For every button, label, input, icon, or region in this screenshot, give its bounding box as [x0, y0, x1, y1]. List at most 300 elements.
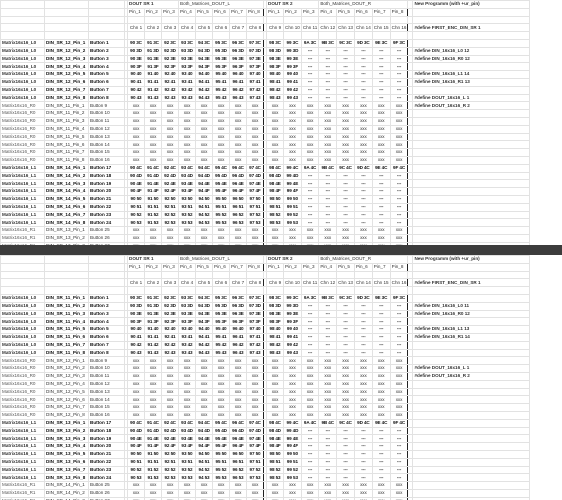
channel-header[interactable]: Chn 10 — [284, 279, 302, 287]
midi-value-cell[interactable]: xxx — [196, 234, 213, 242]
midi-value-cell[interactable]: --- — [354, 443, 372, 451]
cell[interactable] — [267, 32, 284, 40]
midi-value-cell[interactable]: 99 4F — [284, 443, 302, 451]
din-pin-cell[interactable]: DIN_SR_11_Pin_8 — [45, 156, 89, 164]
midi-value-cell[interactable]: xxx — [162, 489, 179, 497]
midi-value-cell[interactable]: --- — [390, 78, 408, 86]
din-pin-cell[interactable]: DIN_SR_14_Pin_1 — [45, 482, 89, 490]
midi-value-cell[interactable]: --- — [390, 195, 408, 203]
midi-value-cell[interactable]: xxx — [372, 482, 390, 490]
midi-value-cell[interactable]: xxx — [301, 141, 318, 149]
midi-value-cell[interactable]: xxx — [247, 404, 264, 412]
midi-value-cell[interactable]: xxx — [162, 102, 179, 110]
midi-value-cell[interactable]: --- — [301, 47, 318, 55]
midi-value-cell[interactable]: 94 4D — [196, 172, 213, 180]
button-label-cell[interactable]: Button 23 — [89, 211, 125, 219]
cell[interactable] — [89, 287, 125, 295]
both-matrices-dout-l-header[interactable]: Both_Matrices_DOUT_L — [179, 256, 264, 264]
cell[interactable] — [301, 16, 318, 24]
matrix-label-cell[interactable]: Matrix16x16_L0 — [1, 302, 45, 310]
define-note-cell[interactable] — [413, 341, 530, 349]
channel-header[interactable]: Chn 5 — [196, 279, 213, 287]
midi-value-cell[interactable]: xxx — [319, 117, 337, 125]
define-note-cell[interactable]: #define DIN_16x16_R1 13 — [413, 78, 530, 86]
cell[interactable] — [319, 32, 337, 40]
midi-value-cell[interactable]: xxx — [319, 102, 337, 110]
midi-value-cell[interactable]: xxx — [319, 482, 337, 490]
midi-value-cell[interactable]: 95 3C — [213, 294, 230, 302]
midi-value-cell[interactable]: --- — [337, 458, 355, 466]
midi-value-cell[interactable]: 90 53 — [128, 219, 145, 227]
cell[interactable] — [413, 16, 530, 24]
matrix-label-cell[interactable]: Matrix16x16_R0 — [1, 125, 45, 133]
midi-value-cell[interactable]: 92 51 — [162, 203, 179, 211]
midi-value-cell[interactable]: xxx — [128, 133, 145, 141]
pin-header[interactable]: Pin_7 — [230, 263, 247, 271]
midi-value-cell[interactable]: 98 41 — [267, 333, 284, 341]
din-pin-cell[interactable]: DIN_SR_12_Pin_8 — [45, 411, 89, 419]
midi-value-cell[interactable]: xxx — [267, 125, 284, 133]
midi-value-cell[interactable]: xxx — [230, 411, 247, 419]
matrix-label-cell[interactable]: Matrix16x16_L0 — [1, 78, 45, 86]
midi-value-cell[interactable]: 90 4C — [128, 419, 145, 427]
midi-value-cell[interactable]: 99 51 — [284, 203, 302, 211]
midi-value-cell[interactable]: xxx — [284, 149, 302, 157]
midi-value-cell[interactable]: 95 41 — [213, 333, 230, 341]
cell[interactable] — [128, 287, 145, 295]
midi-value-cell[interactable]: xxx — [145, 404, 162, 412]
channel-header[interactable]: Chn 2 — [145, 24, 162, 32]
midi-value-cell[interactable]: 95 4E — [213, 435, 230, 443]
midi-value-cell[interactable]: xxx — [145, 357, 162, 365]
midi-value-cell[interactable]: xxx — [354, 388, 372, 396]
midi-value-cell[interactable]: --- — [354, 450, 372, 458]
matrix-label-cell[interactable]: Matrix16x16_R0 — [1, 411, 45, 419]
midi-value-cell[interactable]: xxx — [247, 149, 264, 157]
midi-value-cell[interactable]: xxx — [247, 110, 264, 118]
channel-header[interactable]: Chn 8 — [247, 24, 264, 32]
midi-value-cell[interactable]: xxx — [162, 156, 179, 164]
midi-value-cell[interactable]: 94 3F — [196, 63, 213, 71]
midi-value-cell[interactable]: xxx — [162, 110, 179, 118]
midi-value-cell[interactable]: xxx — [284, 365, 302, 373]
define-note-cell[interactable] — [413, 211, 530, 219]
pin-header[interactable]: Pin_5 — [196, 8, 213, 16]
midi-value-cell[interactable]: 97 51 — [247, 458, 264, 466]
cell[interactable] — [179, 287, 196, 295]
midi-value-cell[interactable]: 9B 4C — [319, 164, 337, 172]
midi-value-cell[interactable]: xxx — [196, 489, 213, 497]
midi-value-cell[interactable]: --- — [337, 86, 355, 94]
cell[interactable] — [89, 8, 125, 16]
cell[interactable] — [354, 271, 372, 279]
din-pin-cell[interactable]: DIN_SR_14_Pin_1 — [45, 164, 89, 172]
define-note-cell[interactable] — [413, 227, 530, 235]
channel-header[interactable]: Chn 3 — [162, 24, 179, 32]
midi-value-cell[interactable]: xxx — [372, 372, 390, 380]
define-note-cell[interactable]: #define DIN_16x16_R1 14 — [413, 333, 530, 341]
midi-value-cell[interactable]: xxx — [128, 110, 145, 118]
midi-value-cell[interactable]: xxx — [267, 156, 284, 164]
midi-value-cell[interactable]: xxx — [301, 388, 318, 396]
midi-value-cell[interactable]: 91 3E — [145, 55, 162, 63]
midi-value-cell[interactable]: xxx — [247, 380, 264, 388]
midi-value-cell[interactable]: --- — [337, 302, 355, 310]
pin-header[interactable]: Pin_7 — [372, 263, 390, 271]
cell[interactable] — [413, 287, 530, 295]
midi-value-cell[interactable]: xxx — [284, 133, 302, 141]
cell[interactable] — [89, 16, 125, 24]
midi-value-cell[interactable]: xxx — [128, 357, 145, 365]
midi-value-cell[interactable]: xxx — [267, 489, 284, 497]
midi-value-cell[interactable]: 91 51 — [145, 203, 162, 211]
midi-value-cell[interactable]: 99 3D — [284, 47, 302, 55]
channel-header[interactable]: Chn 11 — [301, 24, 318, 32]
cell[interactable] — [196, 271, 213, 279]
cell[interactable] — [301, 287, 318, 295]
midi-value-cell[interactable]: 9E 3C — [372, 39, 390, 47]
midi-value-cell[interactable]: 92 3C — [162, 39, 179, 47]
din-pin-cell[interactable]: DIN_SR_11_Pin_2 — [45, 302, 89, 310]
midi-value-cell[interactable]: 94 4E — [196, 435, 213, 443]
midi-value-cell[interactable]: xxx — [230, 117, 247, 125]
midi-value-cell[interactable]: xxx — [267, 482, 284, 490]
midi-value-cell[interactable]: xxx — [319, 365, 337, 373]
define-note-cell[interactable]: #define DOUT_16x16_L 1 — [413, 94, 530, 102]
button-label-cell[interactable]: Button 18 — [89, 172, 125, 180]
channel-header[interactable]: Chn 6 — [213, 24, 230, 32]
midi-value-cell[interactable]: xxx — [179, 380, 196, 388]
midi-value-cell[interactable]: 93 3F — [179, 318, 196, 326]
matrix-label-cell[interactable]: Matrix16x16_L1 — [1, 180, 45, 188]
midi-value-cell[interactable]: 97 3C — [247, 294, 264, 302]
midi-value-cell[interactable]: 99 51 — [284, 458, 302, 466]
midi-value-cell[interactable]: 9B 3C — [319, 39, 337, 47]
midi-value-cell[interactable]: 95 53 — [213, 219, 230, 227]
midi-value-cell[interactable]: --- — [354, 310, 372, 318]
midi-value-cell[interactable]: 96 4E — [230, 435, 247, 443]
midi-value-cell[interactable]: --- — [337, 188, 355, 196]
define-note-cell[interactable] — [413, 110, 530, 118]
midi-value-cell[interactable]: xxx — [145, 117, 162, 125]
midi-value-cell[interactable]: 98 3E — [267, 310, 284, 318]
midi-value-cell[interactable]: 91 53 — [145, 474, 162, 482]
midi-value-cell[interactable]: --- — [354, 211, 372, 219]
both-matrices-dout-l-header[interactable]: Both_Matrices_DOUT_L — [179, 1, 264, 9]
midi-value-cell[interactable]: 98 40 — [267, 71, 284, 79]
midi-value-cell[interactable]: 93 4C — [179, 164, 196, 172]
matrix-label-cell[interactable]: Matrix16x16_L0 — [1, 310, 45, 318]
midi-value-cell[interactable]: 92 43 — [162, 94, 179, 102]
midi-value-cell[interactable]: xxx — [390, 388, 408, 396]
pin-header[interactable]: Pin_2 — [284, 263, 302, 271]
midi-value-cell[interactable]: --- — [372, 341, 390, 349]
midi-value-cell[interactable]: 93 43 — [179, 94, 196, 102]
midi-value-cell[interactable]: --- — [319, 180, 337, 188]
midi-value-cell[interactable]: xxx — [247, 482, 264, 490]
midi-value-cell[interactable]: --- — [354, 458, 372, 466]
midi-value-cell[interactable]: 98 40 — [267, 326, 284, 334]
din-pin-cell[interactable]: DIN_SR_11_Pin_7 — [45, 149, 89, 157]
midi-value-cell[interactable]: 9A 3C — [301, 39, 318, 47]
midi-value-cell[interactable]: 9E 4C — [372, 164, 390, 172]
midi-value-cell[interactable]: 92 4C — [162, 419, 179, 427]
midi-value-cell[interactable]: 97 41 — [247, 78, 264, 86]
button-label-cell[interactable]: Button 22 — [89, 203, 125, 211]
midi-value-cell[interactable]: --- — [372, 86, 390, 94]
midi-value-cell[interactable]: xxx — [301, 396, 318, 404]
midi-value-cell[interactable]: 90 41 — [128, 333, 145, 341]
midi-value-cell[interactable]: 99 42 — [284, 341, 302, 349]
din-pin-cell[interactable]: DIN_SR_12_Pin_3 — [45, 372, 89, 380]
midi-value-cell[interactable]: 91 3C — [145, 294, 162, 302]
midi-value-cell[interactable]: 90 53 — [128, 474, 145, 482]
button-label-cell[interactable]: Button 17 — [89, 164, 125, 172]
channel-header[interactable]: Chn 7 — [230, 24, 247, 32]
midi-value-cell[interactable]: 97 3E — [247, 55, 264, 63]
cell[interactable] — [390, 32, 408, 40]
midi-value-cell[interactable]: 9A 3C — [301, 294, 318, 302]
button-label-cell[interactable]: Button 14 — [89, 141, 125, 149]
midi-value-cell[interactable]: xxx — [337, 404, 355, 412]
midi-value-cell[interactable]: 99 3E — [284, 310, 302, 318]
midi-value-cell[interactable]: 95 43 — [213, 349, 230, 357]
define-note-cell[interactable]: #define DOUT_16x16_R 2 — [413, 372, 530, 380]
midi-value-cell[interactable]: 97 3D — [247, 47, 264, 55]
midi-value-cell[interactable]: 95 3E — [213, 310, 230, 318]
channel-header[interactable]: Chn 11 — [301, 279, 318, 287]
midi-value-cell[interactable]: xxx — [301, 482, 318, 490]
cell[interactable] — [213, 287, 230, 295]
midi-value-cell[interactable]: 99 3F — [284, 63, 302, 71]
midi-value-cell[interactable]: 9F 4C — [390, 164, 408, 172]
channel-header[interactable]: Chn 16 — [390, 24, 408, 32]
midi-value-cell[interactable]: --- — [354, 326, 372, 334]
midi-value-cell[interactable]: xxx — [354, 133, 372, 141]
button-label-cell[interactable]: Button 1 — [89, 39, 125, 47]
midi-value-cell[interactable]: 90 40 — [128, 71, 145, 79]
midi-value-cell[interactable]: --- — [319, 458, 337, 466]
midi-value-cell[interactable]: 93 3D — [179, 47, 196, 55]
din-pin-cell[interactable]: DIN_SR_12_Pin_4 — [45, 380, 89, 388]
midi-value-cell[interactable]: 91 3E — [145, 310, 162, 318]
midi-value-cell[interactable]: xxx — [128, 372, 145, 380]
pin-header[interactable]: Pin_5 — [337, 8, 355, 16]
channel-header[interactable]: Chn 1 — [128, 279, 145, 287]
midi-value-cell[interactable]: 96 4C — [230, 419, 247, 427]
midi-value-cell[interactable]: --- — [354, 333, 372, 341]
midi-value-cell[interactable]: --- — [390, 47, 408, 55]
midi-value-cell[interactable]: xxx — [213, 388, 230, 396]
cell[interactable] — [372, 16, 390, 24]
cell[interactable] — [413, 271, 530, 279]
midi-value-cell[interactable]: --- — [319, 195, 337, 203]
midi-value-cell[interactable]: xxx — [162, 372, 179, 380]
midi-value-cell[interactable]: xxx — [213, 227, 230, 235]
midi-value-cell[interactable]: 94 43 — [196, 94, 213, 102]
din-pin-cell[interactable]: DIN_SR_12_Pin_7 — [45, 86, 89, 94]
din-pin-cell[interactable]: DIN_SR_11_Pin_7 — [45, 341, 89, 349]
midi-value-cell[interactable]: xxx — [196, 125, 213, 133]
cell[interactable] — [372, 287, 390, 295]
midi-value-cell[interactable]: xxx — [319, 133, 337, 141]
midi-value-cell[interactable]: --- — [319, 427, 337, 435]
cell[interactable] — [337, 16, 355, 24]
midi-value-cell[interactable]: xxx — [301, 372, 318, 380]
define-note-cell[interactable]: #define DIN_16x16_L1 14 — [413, 71, 530, 79]
midi-value-cell[interactable]: xxx — [267, 396, 284, 404]
midi-value-cell[interactable]: 99 4C — [284, 164, 302, 172]
define-note-cell[interactable] — [413, 149, 530, 157]
midi-value-cell[interactable]: 90 40 — [128, 326, 145, 334]
midi-value-cell[interactable]: xxx — [179, 110, 196, 118]
matrix-label-cell[interactable]: Matrix16x16_R1 — [1, 234, 45, 242]
define-note-cell[interactable] — [413, 125, 530, 133]
midi-value-cell[interactable]: xxx — [390, 482, 408, 490]
midi-value-cell[interactable]: xxx — [372, 133, 390, 141]
midi-value-cell[interactable]: xxx — [162, 125, 179, 133]
midi-value-cell[interactable]: xxx — [337, 227, 355, 235]
midi-value-cell[interactable]: xxx — [247, 489, 264, 497]
define-note-cell[interactable] — [413, 380, 530, 388]
midi-value-cell[interactable]: --- — [337, 474, 355, 482]
channel-header[interactable]: Chn 10 — [284, 24, 302, 32]
midi-value-cell[interactable]: xxx — [196, 411, 213, 419]
cell[interactable] — [213, 271, 230, 279]
midi-value-cell[interactable]: 97 4F — [247, 188, 264, 196]
midi-value-cell[interactable]: --- — [372, 349, 390, 357]
midi-value-cell[interactable]: 91 42 — [145, 341, 162, 349]
midi-value-cell[interactable]: xxx — [128, 396, 145, 404]
midi-value-cell[interactable]: xxx — [267, 110, 284, 118]
midi-value-cell[interactable]: 97 53 — [247, 474, 264, 482]
midi-value-cell[interactable]: xxx — [267, 117, 284, 125]
din-pin-cell[interactable]: DIN_SR_11_Pin_6 — [45, 141, 89, 149]
channel-header[interactable]: Chn 12 — [319, 279, 337, 287]
cell[interactable] — [45, 271, 89, 279]
midi-value-cell[interactable]: xxx — [354, 372, 372, 380]
midi-value-cell[interactable]: 96 4F — [230, 188, 247, 196]
midi-value-cell[interactable]: xxx — [179, 227, 196, 235]
define-note-cell[interactable]: #define DIN_16x16_R0 12 — [413, 55, 530, 63]
cell[interactable] — [1, 32, 45, 40]
midi-value-cell[interactable]: 94 41 — [196, 78, 213, 86]
midi-value-cell[interactable]: 98 53 — [267, 219, 284, 227]
midi-value-cell[interactable]: --- — [390, 341, 408, 349]
midi-value-cell[interactable]: xxx — [230, 110, 247, 118]
midi-value-cell[interactable]: --- — [337, 219, 355, 227]
midi-value-cell[interactable]: 94 3D — [196, 47, 213, 55]
midi-value-cell[interactable]: 99 42 — [284, 86, 302, 94]
cell[interactable] — [284, 16, 302, 24]
pin-header[interactable]: Pin_6 — [354, 8, 372, 16]
midi-value-cell[interactable]: 90 4D — [128, 427, 145, 435]
button-label-cell[interactable]: Button 8 — [89, 94, 125, 102]
dout-sr2-header[interactable]: DOUT SR 2 — [267, 256, 319, 264]
midi-value-cell[interactable]: 93 41 — [179, 78, 196, 86]
midi-value-cell[interactable]: 92 4E — [162, 180, 179, 188]
button-label-cell[interactable]: Button 26 — [89, 489, 125, 497]
midi-value-cell[interactable]: 90 3F — [128, 63, 145, 71]
matrix-label-cell[interactable]: Matrix16x16_R1 — [1, 489, 45, 497]
channel-header[interactable]: Chn 7 — [230, 279, 247, 287]
cell[interactable] — [45, 279, 89, 287]
midi-value-cell[interactable]: xxx — [213, 372, 230, 380]
midi-value-cell[interactable]: xxx — [354, 156, 372, 164]
matrix-label-cell[interactable]: Matrix16x16_L1 — [1, 419, 45, 427]
midi-value-cell[interactable]: 97 52 — [247, 466, 264, 474]
midi-value-cell[interactable]: --- — [319, 188, 337, 196]
din-pin-cell[interactable]: DIN_SR_11_Pin_1 — [45, 294, 89, 302]
din-pin-cell[interactable]: DIN_SR_11_Pin_4 — [45, 125, 89, 133]
midi-value-cell[interactable]: 92 40 — [162, 71, 179, 79]
midi-value-cell[interactable]: --- — [301, 71, 318, 79]
din-pin-cell[interactable]: DIN_SR_12_Pin_2 — [45, 365, 89, 373]
midi-value-cell[interactable]: xxx — [213, 489, 230, 497]
din-pin-cell[interactable]: DIN_SR_13_Pin_4 — [45, 443, 89, 451]
midi-value-cell[interactable]: 98 42 — [267, 341, 284, 349]
midi-value-cell[interactable]: 93 4C — [179, 419, 196, 427]
midi-value-cell[interactable]: xxx — [213, 357, 230, 365]
midi-value-cell[interactable]: xxx — [179, 482, 196, 490]
midi-value-cell[interactable]: xxx — [162, 234, 179, 242]
midi-value-cell[interactable]: 94 3C — [196, 39, 213, 47]
midi-value-cell[interactable]: xxx — [196, 357, 213, 365]
midi-value-cell[interactable]: 93 41 — [179, 333, 196, 341]
midi-value-cell[interactable]: xxx — [284, 141, 302, 149]
midi-value-cell[interactable]: xxx — [128, 149, 145, 157]
button-label-cell[interactable]: Button 4 — [89, 63, 125, 71]
cell[interactable] — [247, 271, 264, 279]
button-label-cell[interactable]: Button 14 — [89, 396, 125, 404]
cell[interactable] — [301, 32, 318, 40]
midi-value-cell[interactable]: --- — [301, 63, 318, 71]
midi-value-cell[interactable]: xxx — [354, 482, 372, 490]
midi-value-cell[interactable]: xxx — [372, 102, 390, 110]
midi-value-cell[interactable]: xxx — [301, 404, 318, 412]
midi-value-cell[interactable]: 91 3F — [145, 63, 162, 71]
midi-value-cell[interactable]: --- — [319, 349, 337, 357]
midi-value-cell[interactable]: xxx — [145, 141, 162, 149]
midi-value-cell[interactable]: 95 3C — [213, 39, 230, 47]
midi-value-cell[interactable]: 91 4E — [145, 435, 162, 443]
midi-value-cell[interactable]: 98 4E — [267, 180, 284, 188]
midi-value-cell[interactable]: xxx — [230, 489, 247, 497]
midi-value-cell[interactable]: 98 3D — [267, 302, 284, 310]
midi-value-cell[interactable]: --- — [301, 188, 318, 196]
midi-value-cell[interactable]: 94 50 — [196, 195, 213, 203]
button-label-cell[interactable]: Button 22 — [89, 458, 125, 466]
midi-value-cell[interactable]: 92 3D — [162, 47, 179, 55]
midi-value-cell[interactable]: 99 4E — [284, 435, 302, 443]
midi-value-cell[interactable]: 94 4C — [196, 164, 213, 172]
new-programm-header[interactable]: New Programm (with +ur_pin) — [413, 1, 530, 9]
midi-value-cell[interactable]: 95 3D — [213, 302, 230, 310]
matrix-label-cell[interactable]: Matrix16x16_L1 — [1, 474, 45, 482]
midi-value-cell[interactable]: xxx — [230, 141, 247, 149]
midi-value-cell[interactable]: 98 51 — [267, 458, 284, 466]
midi-value-cell[interactable]: --- — [390, 450, 408, 458]
din-pin-cell[interactable]: DIN_SR_11_Pin_5 — [45, 133, 89, 141]
midi-value-cell[interactable]: xxx — [196, 380, 213, 388]
cell[interactable] — [213, 32, 230, 40]
matrix-label-cell[interactable]: Matrix16x16_R0 — [1, 141, 45, 149]
cell[interactable] — [89, 24, 125, 32]
midi-value-cell[interactable]: --- — [372, 326, 390, 334]
midi-value-cell[interactable]: 95 41 — [213, 78, 230, 86]
midi-value-cell[interactable]: 96 51 — [230, 458, 247, 466]
midi-value-cell[interactable]: xxx — [247, 365, 264, 373]
